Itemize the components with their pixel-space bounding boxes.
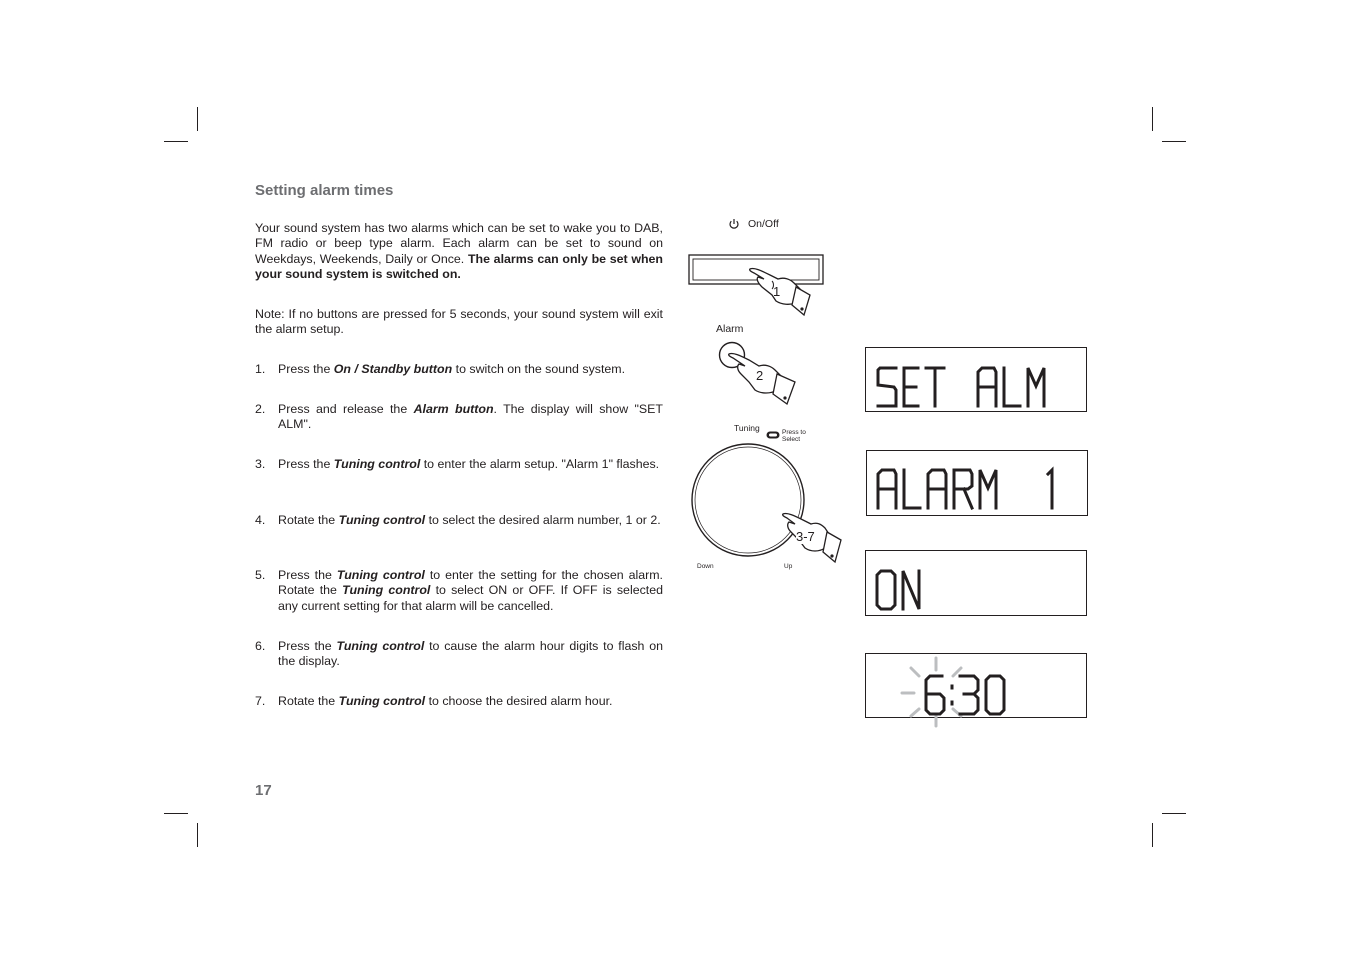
step-text: Rotate the Tuning control to select the desired alarm number, 1 or 2. — [278, 513, 661, 527]
lcd-text — [875, 569, 945, 613]
crop-mark — [1152, 107, 1153, 131]
step-keyword: Tuning control — [333, 457, 421, 471]
step-keyword: Tuning control — [342, 583, 431, 598]
step-number: 4. — [255, 513, 266, 527]
lcd-display-set-alm — [865, 347, 1087, 412]
step-text: Press the Tuning control to enter the setting for the chosen alarm. Rotate the Tuning control to select ON or OFF. If OFF is selected any current setting for that alarm will be cancelled. — [278, 568, 664, 613]
lcd-text — [896, 654, 1016, 730]
step-number: 1. — [255, 362, 266, 376]
step-text: Press the On / Standby button to switch on the sound system. — [278, 362, 626, 376]
crop-mark — [1162, 813, 1186, 814]
callout-number: 3-7 — [796, 529, 815, 544]
lcd-display-time — [865, 653, 1087, 718]
crop-mark — [164, 813, 188, 814]
crop-mark — [197, 107, 198, 131]
crop-mark — [1162, 141, 1186, 142]
note-paragraph: Note: If no buttons are pressed for 5 seconds, your sound system will exit the alarm setup. — [255, 307, 663, 337]
page-number: 17 — [255, 782, 272, 799]
lcd-display-on — [865, 550, 1087, 616]
step-number: 2. — [255, 402, 266, 416]
step-text: Rotate the Tuning control to choose the desired alarm hour. — [278, 694, 613, 708]
step-text: Press the Tuning control to cause the alarm hour digits to flash on the display. — [278, 639, 663, 669]
step-keyword: Tuning control — [336, 639, 425, 653]
press-to-select-label: Press to — [782, 429, 806, 436]
tuning-label: Tuning — [734, 423, 760, 433]
step-text: Press the Tuning control to enter the alarm setup. "Alarm 1" flashes. — [278, 457, 660, 471]
intro-paragraph — [255, 221, 663, 283]
callout-number: 1 — [773, 284, 781, 299]
pointing-hand-icon — [748, 265, 814, 317]
crop-mark — [197, 823, 198, 847]
power-icon — [728, 218, 740, 230]
step-number: 5. — [255, 568, 266, 582]
lcd-text — [876, 366, 1066, 410]
intro-text: Your sound system has two alarms which can be set to wake you to DAB, FM radio or beep type alarm. Each alarm can be set to sound on Weekdays, Weekends, Daily or Once. — [255, 221, 663, 266]
crop-mark — [1152, 823, 1153, 847]
press-to-select-icon — [766, 431, 780, 439]
down-label: Down — [697, 563, 714, 570]
lcd-display-alarm-1 — [866, 450, 1088, 516]
crop-mark — [164, 141, 188, 142]
step-number: 6. — [255, 639, 266, 653]
press-to-select-label: Select — [782, 436, 801, 443]
step-text: Press and release the Alarm button. The display will show "SET ALM". — [278, 402, 663, 432]
step-keyword: Tuning control — [338, 694, 426, 708]
step-keyword: Tuning control — [336, 568, 425, 582]
step-number: 7. — [255, 694, 266, 708]
alarm-label: Alarm — [716, 323, 744, 335]
lcd-text — [876, 468, 1076, 512]
step-keyword: Alarm button — [413, 402, 494, 416]
up-label: Up — [784, 563, 793, 570]
callout-number: 2 — [756, 368, 764, 383]
step-keyword: On / Standby button — [333, 362, 453, 376]
step-number: 3. — [255, 457, 266, 471]
intro-bold-text: The alarms can only be set when your sound system is switched on. — [255, 251, 663, 282]
section-title: Setting alarm times — [255, 182, 394, 199]
step-keyword: Tuning control — [338, 513, 426, 527]
onoff-label: On/Off — [748, 218, 779, 230]
